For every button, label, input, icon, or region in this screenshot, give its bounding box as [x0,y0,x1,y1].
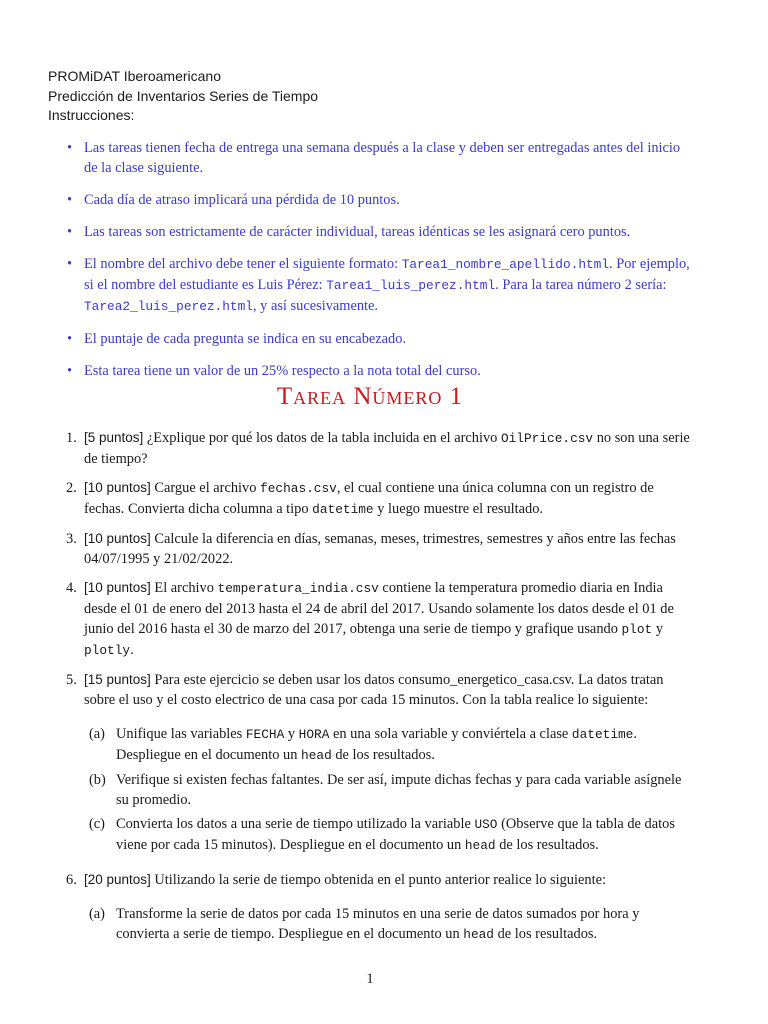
subquestion-item [84,724,690,766]
question-points: [5 puntos] [84,430,144,445]
course-name: Predicción de Inventarios Series de Tiempo [48,87,319,104]
filename: temperatura_india.csv [217,581,379,596]
code-term: head [301,748,332,763]
subquestion-label: (a) [89,726,105,742]
code-term: datetime [312,502,374,517]
question-points: [10 puntos] [84,480,151,495]
question-text: no son una serie de tiempo? [84,430,690,467]
instruction-item [66,222,690,242]
question-text: Cargue el archivo [150,480,261,496]
filename: OilPrice.csv [500,431,594,446]
filename-example-2: Tarea2_luis_perez.html [84,299,253,314]
question-number: 1. [66,430,77,446]
subquestion-label: (c) [89,816,105,832]
filename: consumo_energetico_casa.csv [398,672,571,688]
question-text: y luego muestre el resultado. [373,501,544,517]
code-term: head [464,838,496,853]
subquestion-item [84,904,690,945]
bullet-icon: • [67,224,73,240]
question-text: contiene la temperatura promedio diaria en India desde el 01 de enero del 2013 hasta el 24 de abril del 2017. Usando solamente los datos desde el 01 de junio del 2016 hasta el 30 de marzo del 2017, obtenga una serie de tiempo y grafique usando [84,580,674,637]
question-text: . La datos tratan sobre el uso y el costo electrico de una casa por cada 15 minutos. Con la tabla realice lo siguiente: [84,672,664,708]
question-item [60,529,690,569]
question-text: y [652,621,664,637]
bullet-icon: • [67,192,73,208]
bullet-icon: • [67,140,73,156]
subquestion-text: Verifique si existen fechas faltantes. De ser así, impute dichas fechas y para cada variable asígnele su promedio. [116,772,682,808]
instruction-item [66,254,690,317]
subquestion-item [84,770,690,810]
question-item [60,670,690,856]
instructions-heading: Instrucciones: [48,107,135,123]
subquestion-text: Transforme la serie de datos por cada 15 minutos en una serie de datos sumados por hora y convierta a serie de tiempo. Despliegue en el documento un [116,906,640,942]
question-item [60,428,690,469]
question-points: [10 puntos] [84,531,151,546]
bullet-icon: • [67,256,73,272]
subquestion-text: de los resultados. [493,926,598,942]
question-text: Para este ejercicio se deben usar los datos [150,672,399,688]
question-text: ¿Explique por qué los datos de la tabla incluida en el archivo [143,430,501,446]
instruction-text-part: , y así sucesivamente. [252,298,379,314]
instruction-item [66,361,690,381]
instruction-text-part: El nombre del archivo debe tener el siguiente formato: [84,256,402,272]
subquestion-item [84,814,690,856]
question-number: 4. [66,580,77,596]
instruction-text: Las tareas son estrictamente de carácter individual, tareas idénticas se les asignará cero puntos. [84,224,631,240]
code-term: plot [621,622,653,637]
institution-name: PROMiDAT Iberoamericano [48,68,221,84]
subquestion-list [84,724,690,856]
filename-example-1: Tarea1_luis_perez.html [326,278,496,293]
subquestion-text: (Observe que la tabla de datos viene por cada 15 minutos). Despliegue en el documento un [116,816,675,853]
filename: fechas.csv [260,481,337,496]
code-term: plotly [84,643,131,658]
subquestion-label: (a) [89,906,105,922]
code-term: USO [474,817,498,832]
subquestion-list [84,904,690,945]
code-term: datetime [571,727,634,742]
instructions-list [66,138,690,393]
subquestion-text: Convierta los datos a una serie de tiempo utilizado la variable [116,816,475,832]
instruction-text: Esta tarea tiene un valor de un 25% respecto a la nota total del curso. [84,363,481,379]
instruction-item [66,190,690,210]
question-points: [15 puntos] [84,672,151,687]
instruction-text: Cada día de atraso implicará una pérdida de 10 puntos. [84,192,400,208]
subquestion-label: (b) [89,772,106,788]
bullet-icon: • [67,363,73,379]
instruction-text-part: . Para la tarea número 2 sería: [495,277,667,293]
question-item [60,870,690,945]
filename-format: Tarea1_nombre_apellido.html [401,257,610,272]
subquestion-text: . Despliegue en el documento un [116,726,637,763]
question-points: [10 puntos] [84,580,151,595]
assignment-title: Tarea Número 1 [276,383,464,410]
subquestion-text: y [284,726,299,742]
questions-list [60,428,690,954]
question-number: 3. [66,531,77,547]
code-term: FECHA [245,727,285,742]
question-text: El archivo [150,580,218,596]
question-number: 5. [66,672,77,688]
subquestion-text: Unifique las variables [116,726,246,742]
question-points: [20 puntos] [84,872,151,887]
page-number: 1 [366,971,374,987]
document-header [48,67,318,126]
instruction-text [84,256,690,314]
question-text: Utilizando la serie de tiempo obtenida en el punto anterior realice lo siguiente: [150,872,606,888]
question-text: . [130,642,134,658]
instruction-text: El puntaje de cada pregunta se indica en su encabezado. [84,331,407,347]
question-item [60,578,690,661]
subquestion-text: de los resultados. [495,837,599,853]
instruction-text: Las tareas tienen fecha de entrega una semana después a la clase y deben ser entregadas antes del inicio de la clase siguiente. [84,140,681,176]
bullet-icon: • [67,331,73,347]
question-item [60,478,690,520]
code-term: HORA [298,727,330,742]
instruction-item [66,138,690,178]
subquestion-text: de los resultados. [331,747,435,763]
question-number: 6. [66,872,77,888]
question-text: Calcule la diferencia en días, semanas, meses, trimestres, semestres y años entre las fechas 04/07/1995 y 21/02/2022. [84,531,676,567]
code-term: head [463,927,494,942]
question-number: 2. [66,480,77,496]
instruction-text-part: . Por ejemplo, si el nombre del estudiante es Luis Pérez: [84,256,690,293]
subquestion-text: en una sola variable y conviértela a clase [329,726,572,742]
question-text: , el cual contiene una única columna con un registro de fechas. Convierta dicha columna a tipo [84,480,654,517]
instruction-item [66,329,690,349]
